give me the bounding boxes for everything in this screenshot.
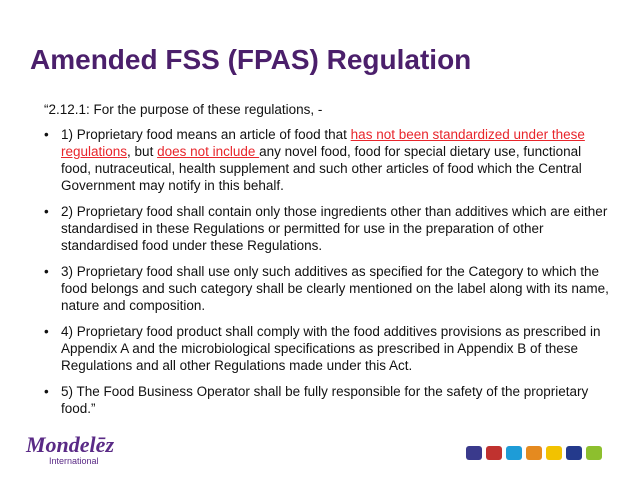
bullet-list <box>44 126 614 426</box>
bullet-item-1 <box>44 126 614 194</box>
bullet-text: 4) Proprietary food product shall comply with the food additives provisions as prescribed in Appendix A and the microbiological specifications as prescribed in Appendix B of these Regulations and all other Regulations made under this Act. <box>61 324 601 373</box>
bullet-text: 5) The Food Business Operator shall be fully responsible for the safety of the proprietary food.” <box>61 384 589 416</box>
bullet-marker: • <box>44 384 49 399</box>
coffee-icon <box>566 446 582 460</box>
bullet-text: 2) Proprietary food shall contain only those ingredients other than additives which are either standardised in these Regulations or permitted for use in the preparation of other standardised food under these Regulations. <box>61 204 608 253</box>
gum-icon <box>546 446 562 460</box>
bullet-text: any novel food, food for special dietary use, functional food, nutraceutical, health supplement and such other articles of food which the Central Government may notify in this behalf. <box>61 144 582 193</box>
bullet-text: 3) Proprietary food shall use only such additives as specified for the Category to which the food belongs and such category shall be clearly mentioned on the label along with its name, nature and composition. <box>61 264 609 313</box>
logo-wordmark: Mondelēz <box>26 432 114 457</box>
bullet-marker: • <box>44 324 49 339</box>
bullet-marker: • <box>44 204 49 219</box>
bullet-marker: • <box>44 127 49 142</box>
biscuit-icon <box>466 446 482 460</box>
cheese-icon <box>506 446 522 460</box>
intro-text: “2.12.1: For the purpose of these regulations, - <box>44 102 323 117</box>
bullet-item-3 <box>44 263 614 314</box>
bullet-text: , but <box>127 144 158 159</box>
bullet-marker: • <box>44 264 49 279</box>
bullet-item-2 <box>44 203 614 254</box>
slide-title: Amended FSS (FPAS) Regulation <box>30 44 472 75</box>
candy-icon <box>486 446 502 460</box>
bullet-item-5 <box>44 383 614 417</box>
drink-icon <box>526 446 542 460</box>
bullet-item-4 <box>44 323 614 374</box>
apple-icon <box>586 446 602 460</box>
category-icons <box>466 446 602 460</box>
highlight-not-standardized: has not been standardized under these regulations <box>61 127 585 159</box>
mondelez-logo <box>26 434 114 466</box>
highlight-does-not-include: does not include <box>157 144 260 159</box>
bullet-text: 1) Proprietary food means an article of food that <box>61 127 351 142</box>
logo-subtitle: International <box>49 456 99 466</box>
